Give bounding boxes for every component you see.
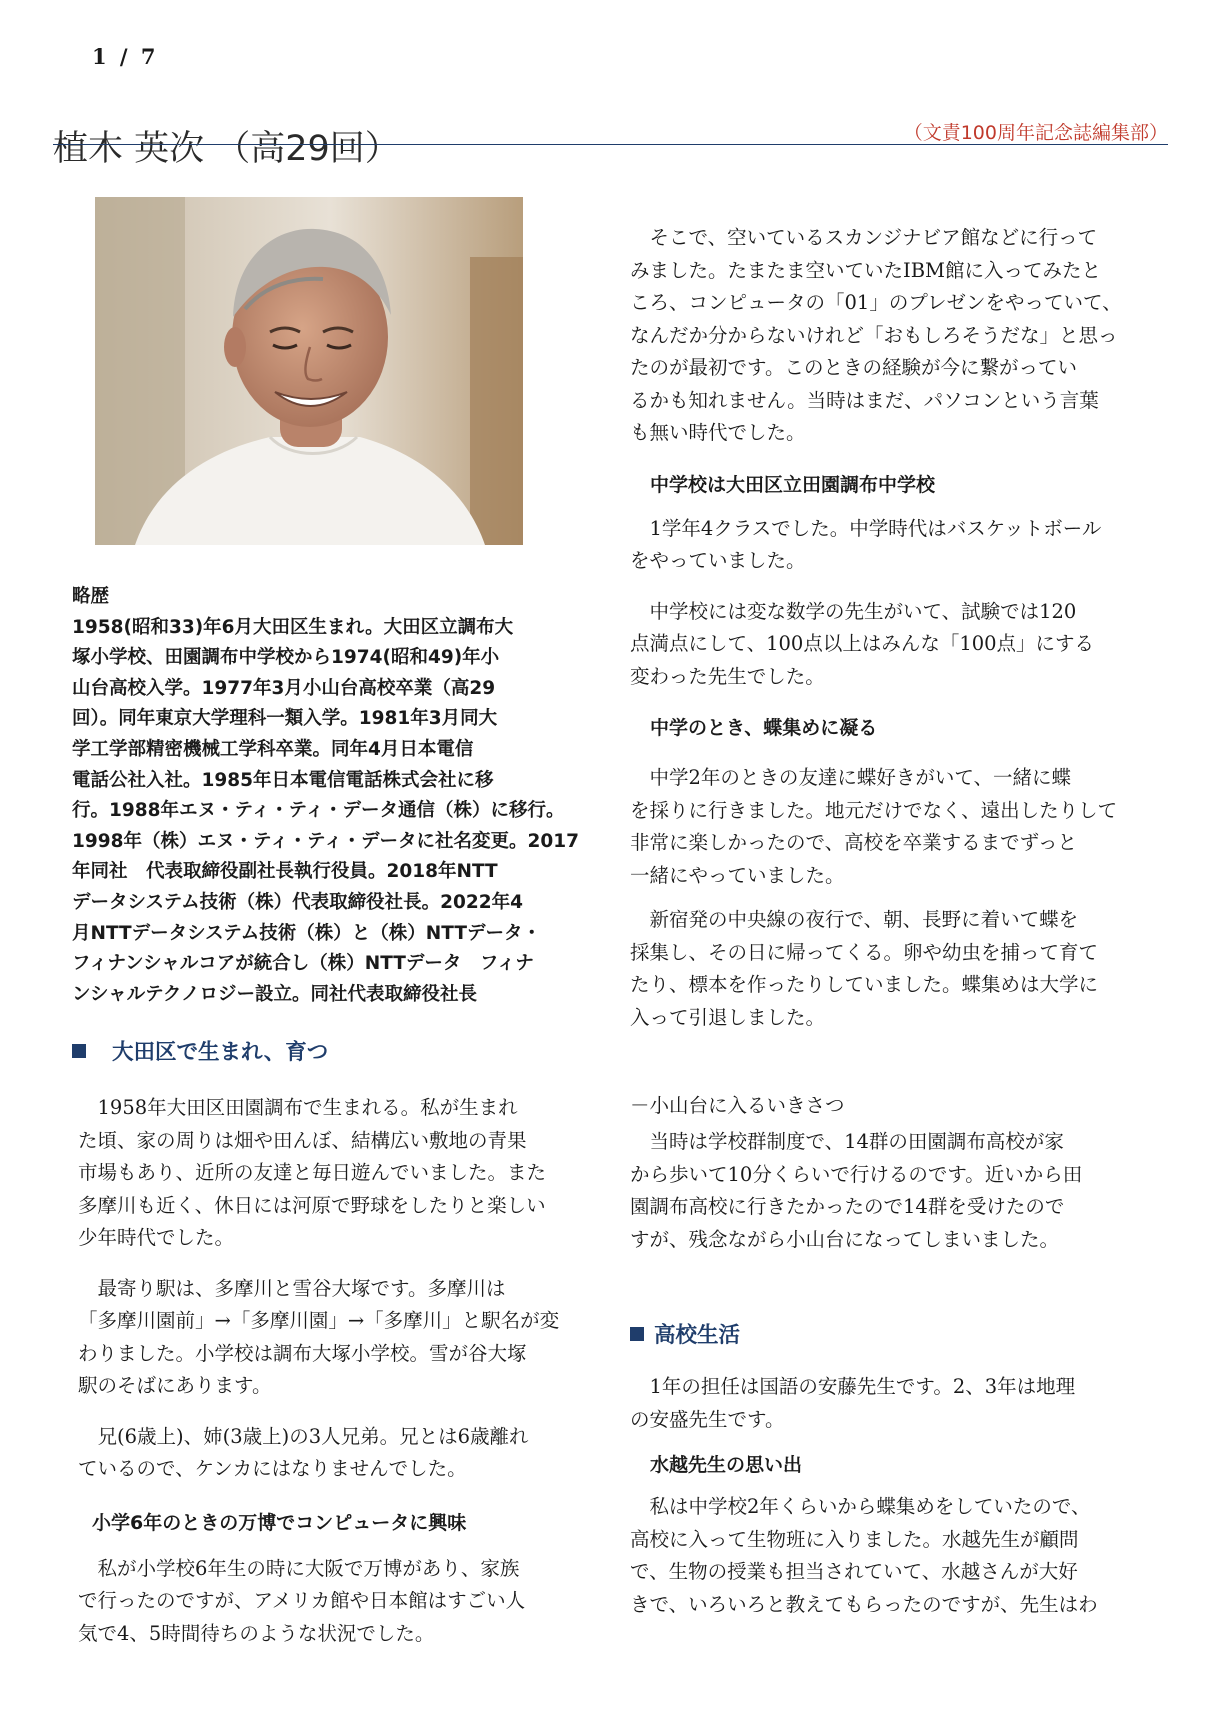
text-line: 最寄り駅は、多摩川と雪谷大塚です。多摩川は (97, 1276, 506, 1300)
paragraph (78, 1421, 582, 1486)
bio-line: 行。1988年エヌ・ティ・ティ・データ通信（株）に移行。 (72, 800, 565, 822)
section-heading-label: 大田区で生まれ、育つ (112, 1040, 329, 1065)
text-line: 中学2年のときの友達に蝶好きがいて、一緒に蝶 (649, 766, 1072, 789)
text-line: で行ったのですが、アメリカ館や日本館はすごい人 (78, 1589, 526, 1612)
bio-line: フィナンシャルコアが統合し（株）NTTデータ フィナ (72, 953, 534, 975)
text-line: すが、残念ながら小山台になってしまいました。 (630, 1227, 1060, 1251)
text-line: るかも知れません。当時はまだ、パソコンという言葉 (630, 388, 1099, 412)
paragraph (630, 513, 1130, 578)
right-column (630, 222, 1130, 1621)
paragraph (78, 1273, 582, 1403)
page-title: 植木 英次 （高29回） (53, 129, 400, 170)
text-line: をやっていました。 (630, 549, 806, 572)
text-line: の安盛先生です。 (630, 1407, 785, 1431)
paragraph (78, 1092, 582, 1255)
text-line: 園調布高校に行きたかったので14群を受けたので (630, 1195, 1065, 1218)
page-number: 1 / 7 (92, 44, 159, 69)
paragraph (78, 1553, 582, 1651)
bio-line: 月NTTデータシステム技術（株）と（株）NTTデータ・ (72, 922, 541, 944)
paragraph (630, 762, 1130, 892)
paragraph (630, 222, 1130, 450)
section-heading-label: 高校生活 (654, 1323, 741, 1348)
subheading: 中学のとき、蝶集めに凝る (650, 717, 878, 739)
text-line: 1958年大田区田園調布で生まれる。私が生まれ (97, 1096, 518, 1119)
text-line: みました。たまたま空いていたIBM館に入ってみたと (630, 258, 1101, 282)
paragraph (630, 596, 1130, 694)
subheading: 中学校は大田区立田園調布中学校 (650, 473, 936, 496)
square-bullet-icon (72, 1044, 86, 1058)
bio-line: 電話公社入社。1985年日本電信電話株式会社に移 (72, 769, 494, 791)
biography (72, 582, 580, 1010)
text-line: 兄(6歳上)、姉(3歳上)の3人兄弟。兄とは6歳離れ (97, 1424, 529, 1448)
bio-text (72, 613, 580, 1011)
bio-line: 塚小学校、田園調布中学校から1974(昭和49)年小 (72, 647, 500, 669)
subheading: 小学6年のときの万博でコンピュータに興味 (92, 1511, 467, 1534)
text-line: 中学校には変な数学の先生がいて、試験では120 (649, 599, 1077, 623)
subheading: 水越先生の思い出 (650, 1454, 803, 1476)
text-line: も無い時代でした。 (630, 421, 806, 444)
text-line: たのが最初です。このときの経験が今に繋がってい (630, 356, 1077, 379)
text-line: ころ、コンピュータの「01」のプレゼンをやっていて、 (630, 291, 1122, 314)
bio-line: 年同社 代表取締役副社長執行役員。2018年NTT (72, 861, 498, 883)
text-line: 少年時代でした。 (78, 1226, 235, 1249)
text-line: 私が小学校6年生の時に大阪で万博があり、家族 (97, 1556, 520, 1580)
text-line: 1年の担任は国語の安藤先生です。2、3年は地理 (649, 1375, 1076, 1398)
text-line: 気で4、5時間待ちのような状況でした。 (78, 1621, 435, 1645)
bio-line: 1998年（株）エヌ・ティ・ティ・データに社名変更。2017 (72, 830, 580, 852)
text-line: 点満点にして、100点以上はみんな「100点」にする (630, 632, 1095, 655)
text-line: 採集し、その日に帰ってくる。卵や幼虫を捕って育て (630, 940, 1099, 964)
dash-heading: －小山台に入るいきさつ (630, 1094, 845, 1117)
text-line: 当時は学校群制度で、14群の田園調布高校が家 (649, 1130, 1064, 1153)
text-line: たり、標本を作ったりしていました。蝶集めは大学に (630, 973, 1099, 996)
text-line: 1学年4クラスでした。中学時代はバスケットボール (649, 516, 1102, 540)
text-line: きで、いろいろと教えてもらったのですが、先生はわ (630, 1592, 1098, 1616)
text-line: 高校に入って生物班に入りました。水越先生が顧問 (630, 1527, 1079, 1551)
section-heading (72, 1035, 582, 1066)
text-line: た頃、家の周りは畑や田んぼ、結構広い敷地の青果 (78, 1128, 527, 1152)
paragraph (630, 1126, 1130, 1256)
bio-line: 回）。同年東京大学理科一類入学。1981年3月同大 (72, 708, 498, 730)
text-line: そこで、空いているスカンジナビア館などに行って (649, 226, 1098, 249)
text-line: 「多摩川園前」→「多摩川園」→「多摩川」と駅名が変 (78, 1309, 560, 1332)
text-line: 新宿発の中央線の夜行で、朝、長野に着いて蝶を (649, 908, 1079, 931)
text-line: 駅のそばにあります。 (78, 1374, 272, 1397)
paragraph (630, 1491, 1130, 1621)
department-credit: （文責100周年記念誌編集部） (903, 122, 1168, 144)
text-line: 多摩川も近く、休日には河原で野球をしたりと楽しい (78, 1193, 546, 1217)
text-line: 入って引退しました。 (630, 1005, 826, 1029)
text-line: ているので、ケンカにはなりませんでした。 (78, 1457, 467, 1480)
bio-heading: 略歴 (72, 586, 110, 607)
bio-line: データシステム技術（株）代表取締役社長。2022年4 (72, 891, 524, 913)
square-bullet-icon (630, 1327, 644, 1341)
text-line: 非常に楽しかったので、高校を卒業するまでずっと (630, 831, 1077, 854)
text-line: を採りに行きました。地元だけでなく、遠出したりして (630, 798, 1118, 822)
text-line: 一緒にやっていました。 (630, 863, 845, 887)
text-line: 変わった先生でした。 (630, 664, 825, 688)
paragraph (630, 904, 1130, 1034)
text-line: なんだか分からないけれど「おもしろそうだな」と思っ (630, 323, 1118, 347)
text-line: で、生物の授業も担当されていて、水越さんが大好 (630, 1560, 1078, 1583)
title-divider (53, 144, 1168, 145)
paragraph (630, 1371, 1130, 1436)
text-line: 市場もあり、近所の友達と毎日遊んでいました。また (78, 1161, 547, 1184)
text-line: 私は中学校2年くらいから蝶集めをしていたので、 (649, 1495, 1091, 1518)
text-line: わりました。小学校は調布大塚小学校。雪が谷大塚 (78, 1341, 527, 1365)
text-line: から歩いて10分くらいで行けるのです。近いから田 (630, 1162, 1083, 1186)
bio-line: 学工学部精密機械工学科卒業。同年4月日本電信 (72, 738, 474, 760)
portrait-photo (95, 197, 523, 545)
bio-line: 1958(昭和33)年6月大田区生まれ。大田区立調布大 (72, 616, 514, 638)
left-column (72, 1035, 582, 1650)
bio-line: ンシャルテクノロジー設立。同社代表取締役社長 (72, 983, 478, 1005)
section-heading (630, 1318, 1130, 1349)
bio-line: 山台高校入学。1977年3月小山台高校卒業（高29 (72, 677, 496, 699)
